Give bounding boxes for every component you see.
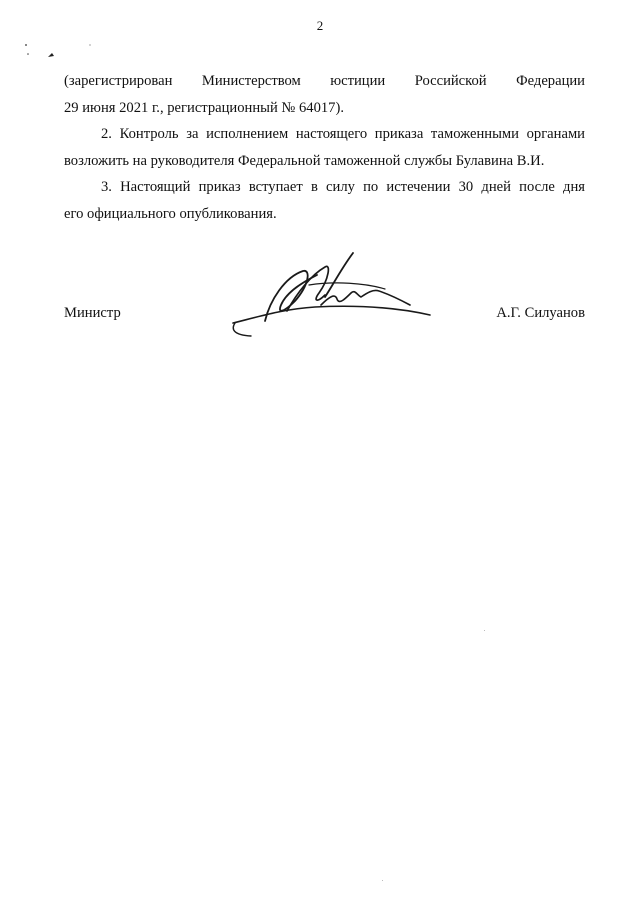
signatory-name: А.Г. Силуанов: [496, 305, 585, 321]
document-body: [64, 68, 585, 227]
paragraph-item-3-line-2: его официального опубликования.: [64, 205, 277, 222]
scan-speck: [484, 630, 485, 631]
paragraph-item-2-line-2: возложить на руководителя Федеральной таможенной службы Булавина В.И.: [64, 152, 545, 169]
signature-block: [64, 305, 585, 329]
paragraph-continuation-line-2: 29 июня 2021 г., регистрационный № 64017).: [64, 99, 344, 116]
scan-specks: [18, 40, 108, 70]
page-number: 2: [316, 18, 324, 33]
scan-speck: [382, 880, 383, 881]
paragraph-continuation-line-1: (зарегистрирован Министерством юстиции Российской Федерации: [64, 73, 585, 89]
signatory-title: Министр: [64, 305, 121, 321]
paragraph-item-2-line-1: 2. Контроль за исполнением настоящего приказа таможенными органами: [101, 126, 585, 142]
paragraph-item-3-line-1: 3. Настоящий приказ вступает в силу по истечении 30 дней после дня: [101, 179, 585, 195]
